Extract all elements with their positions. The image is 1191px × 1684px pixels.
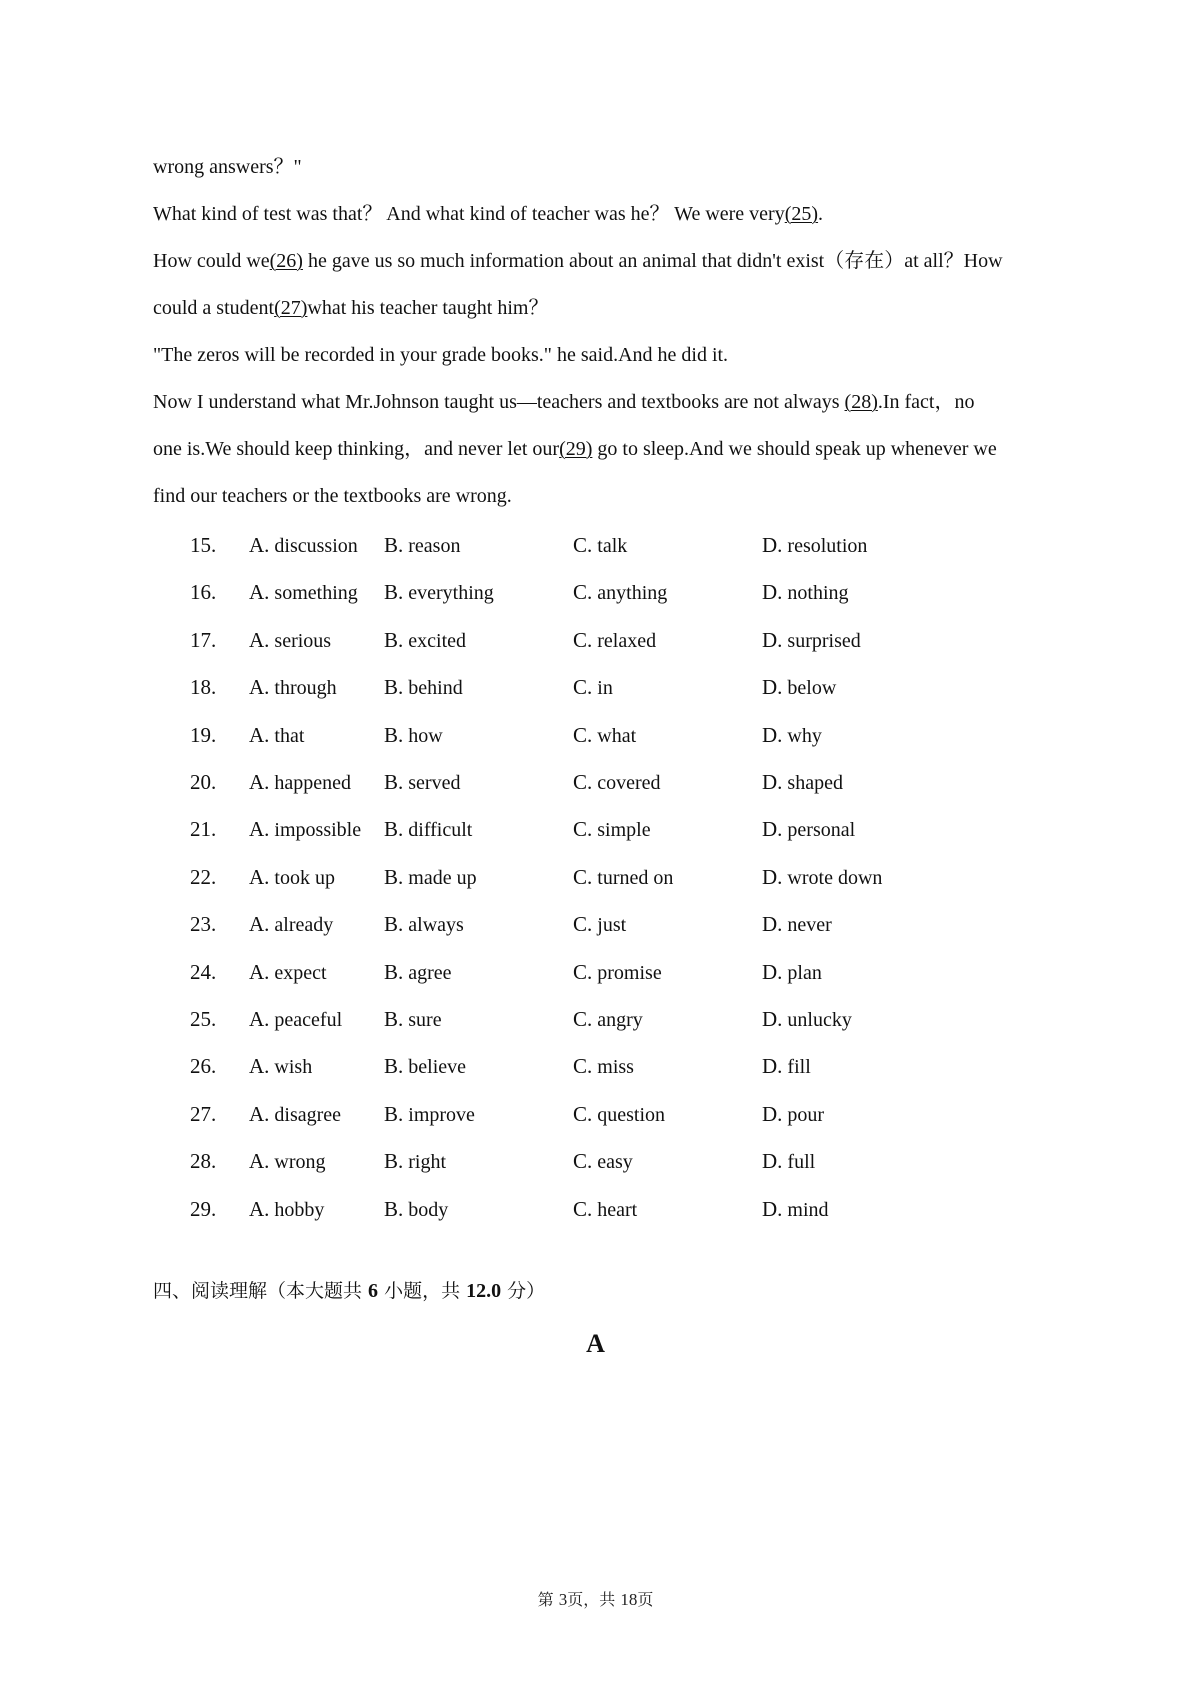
option-text: just xyxy=(592,914,627,936)
option-text: always xyxy=(403,914,464,936)
option-letter: A. xyxy=(249,580,270,604)
option-text: how xyxy=(403,725,443,747)
option-b[interactable] xyxy=(384,1100,475,1129)
question-row xyxy=(0,863,1191,891)
option-b[interactable] xyxy=(384,768,460,797)
option-d[interactable] xyxy=(762,958,822,987)
question-row xyxy=(0,721,1191,749)
option-text: promise xyxy=(592,962,662,984)
option-letter: C. xyxy=(573,675,593,699)
question-row xyxy=(0,910,1191,938)
option-c[interactable] xyxy=(573,1195,637,1224)
option-text: body xyxy=(403,1199,449,1221)
option-letter: D. xyxy=(762,723,783,747)
option-letter: A. xyxy=(249,960,270,984)
option-letter: B. xyxy=(384,675,404,699)
option-text: angry xyxy=(592,1009,643,1031)
option-text: nothing xyxy=(782,582,849,604)
option-d[interactable] xyxy=(762,1052,811,1081)
option-letter: B. xyxy=(384,1149,404,1173)
option-text: mind xyxy=(782,1199,829,1221)
option-letter: C. xyxy=(573,580,593,604)
option-text: difficult xyxy=(403,819,473,841)
option-text: hobby xyxy=(269,1199,325,1221)
option-a[interactable] xyxy=(249,768,351,797)
question-number: 22. xyxy=(190,865,217,889)
passage-text: go to sleep.And we should speak up whenever we xyxy=(592,438,997,460)
option-text: easy xyxy=(592,1151,633,1173)
option-text: agree xyxy=(403,962,452,984)
option-text: discussion xyxy=(269,535,358,557)
question-number: 23. xyxy=(190,912,217,936)
question-row xyxy=(0,768,1191,796)
option-letter: C. xyxy=(573,1054,593,1078)
question-number: 29. xyxy=(190,1197,217,1221)
question-number: 15. xyxy=(190,533,217,557)
option-d[interactable] xyxy=(762,626,861,655)
option-d[interactable] xyxy=(762,673,836,702)
option-d[interactable] xyxy=(762,531,867,560)
option-letter: B. xyxy=(384,865,404,889)
passage-text: How could we xyxy=(153,250,270,272)
question-row xyxy=(0,1005,1191,1033)
option-letter: A. xyxy=(249,1102,270,1126)
question-number: 19. xyxy=(190,723,217,747)
question-number: 24. xyxy=(190,960,217,984)
option-letter: A. xyxy=(249,912,270,936)
passage-text: what his teacher taught him？ xyxy=(307,297,549,319)
option-a[interactable] xyxy=(249,626,331,655)
option-b[interactable] xyxy=(384,910,464,939)
question-number: 25. xyxy=(190,1007,217,1031)
option-text: reason xyxy=(403,535,461,557)
option-c[interactable] xyxy=(573,1005,643,1034)
option-letter: C. xyxy=(573,1102,593,1126)
blank-number: (25) xyxy=(784,203,819,225)
option-text: everything xyxy=(403,582,494,604)
option-d[interactable] xyxy=(762,1147,815,1176)
option-text: expect xyxy=(269,962,327,984)
option-letter: A. xyxy=(249,817,270,841)
option-letter: A. xyxy=(249,1007,270,1031)
option-c[interactable] xyxy=(573,815,651,844)
option-c[interactable] xyxy=(573,863,673,892)
option-text: impossible xyxy=(269,819,362,841)
option-d[interactable] xyxy=(762,863,882,892)
option-b[interactable] xyxy=(384,531,460,560)
passage-line xyxy=(153,202,823,226)
option-text: right xyxy=(403,1151,447,1173)
option-text: relaxed xyxy=(592,630,657,652)
blank-number: (29) xyxy=(559,438,593,460)
option-letter: C. xyxy=(573,628,593,652)
option-a[interactable] xyxy=(249,910,333,939)
option-letter: D. xyxy=(762,770,783,794)
passage-line xyxy=(153,343,728,367)
option-text: that xyxy=(269,725,305,747)
option-a[interactable] xyxy=(249,1052,312,1081)
section-total-score: 12.0 xyxy=(466,1280,502,1302)
option-b[interactable] xyxy=(384,1005,442,1034)
passage-line xyxy=(153,437,997,461)
question-row xyxy=(0,1052,1191,1080)
option-a[interactable] xyxy=(249,721,304,750)
option-b[interactable] xyxy=(384,578,494,607)
option-a[interactable] xyxy=(249,1100,341,1129)
question-row xyxy=(0,531,1191,559)
option-letter: C. xyxy=(573,817,593,841)
option-text: covered xyxy=(592,772,661,794)
option-text: took up xyxy=(269,867,335,889)
option-text: fill xyxy=(782,1056,811,1078)
option-a[interactable] xyxy=(249,1005,342,1034)
passage-line xyxy=(153,296,548,320)
passage-text: he gave us so much information about an animal that didn't exist（存在）at all？How xyxy=(302,250,1003,272)
option-letter: B. xyxy=(384,580,404,604)
option-text: surprised xyxy=(782,630,861,652)
blank-number: (27) xyxy=(274,297,308,319)
option-d[interactable] xyxy=(762,910,832,939)
option-d[interactable] xyxy=(762,815,855,844)
question-number: 26. xyxy=(190,1054,217,1078)
passage-line xyxy=(153,155,302,179)
option-text: improve xyxy=(403,1104,475,1126)
footer-page-prefix: 第 xyxy=(537,1590,559,1609)
option-letter: B. xyxy=(384,1007,404,1031)
passage-text: could a student xyxy=(153,297,275,319)
footer-page-current: 3 xyxy=(558,1590,568,1609)
option-text: behind xyxy=(403,677,463,699)
option-text: personal xyxy=(782,819,856,841)
option-letter: A. xyxy=(249,723,270,747)
question-row xyxy=(0,815,1191,843)
option-d[interactable] xyxy=(762,721,822,750)
question-number: 20. xyxy=(190,770,217,794)
option-text: something xyxy=(269,582,358,604)
option-text: serious xyxy=(269,630,332,652)
option-d[interactable] xyxy=(762,1005,852,1034)
option-letter: B. xyxy=(384,960,404,984)
option-a[interactable] xyxy=(249,815,361,844)
option-letter: C. xyxy=(573,770,593,794)
option-b[interactable] xyxy=(384,721,443,750)
option-letter: B. xyxy=(384,770,404,794)
question-row xyxy=(0,578,1191,606)
option-letter: A. xyxy=(249,675,270,699)
option-b[interactable] xyxy=(384,1195,448,1224)
passage-text: Now I understand what Mr.Johnson taught us—teachers and textbooks are not always xyxy=(153,391,845,413)
option-letter: D. xyxy=(762,675,783,699)
option-letter: C. xyxy=(573,865,593,889)
option-text: excited xyxy=(403,630,467,652)
option-text: peaceful xyxy=(269,1009,343,1031)
option-a[interactable] xyxy=(249,1147,326,1176)
option-text: believe xyxy=(403,1056,467,1078)
option-letter: D. xyxy=(762,1007,783,1031)
option-letter: B. xyxy=(384,628,404,652)
option-text: sure xyxy=(403,1009,442,1031)
option-c[interactable] xyxy=(573,768,661,797)
option-d[interactable] xyxy=(762,1100,824,1129)
page-footer xyxy=(0,1589,1191,1611)
option-text: heart xyxy=(592,1199,638,1221)
option-letter: B. xyxy=(384,533,404,557)
option-letter: C. xyxy=(573,1197,593,1221)
option-letter: D. xyxy=(762,1102,783,1126)
question-number: 17. xyxy=(190,628,217,652)
option-c[interactable] xyxy=(573,1100,665,1129)
option-letter: D. xyxy=(762,628,783,652)
option-b[interactable] xyxy=(384,815,472,844)
option-d[interactable] xyxy=(762,1195,829,1224)
option-text: plan xyxy=(782,962,822,984)
option-c[interactable] xyxy=(573,673,613,702)
option-a[interactable] xyxy=(249,673,337,702)
option-text: disagree xyxy=(269,1104,342,1126)
option-text: why xyxy=(782,725,822,747)
blank-number: (28) xyxy=(844,391,878,413)
option-text: miss xyxy=(592,1056,634,1078)
option-text: shaped xyxy=(782,772,843,794)
option-text: simple xyxy=(592,819,651,841)
option-c[interactable] xyxy=(573,910,626,939)
option-text: full xyxy=(782,1151,816,1173)
option-text: wrong xyxy=(269,1151,326,1173)
section-heading-suffix: 分） xyxy=(501,1280,546,1302)
passage-text: wrong answers？" xyxy=(153,156,302,178)
option-letter: D. xyxy=(762,912,783,936)
option-text: served xyxy=(403,772,461,794)
option-letter: A. xyxy=(249,1054,270,1078)
option-a[interactable] xyxy=(249,863,335,892)
option-text: made up xyxy=(403,867,477,889)
option-b[interactable] xyxy=(384,1147,446,1176)
option-letter: A. xyxy=(249,533,270,557)
passage-line xyxy=(153,390,975,414)
option-text: below xyxy=(782,677,837,699)
option-letter: C. xyxy=(573,723,593,747)
option-text: wrote down xyxy=(782,867,883,889)
passage-text: . xyxy=(818,203,824,225)
option-c[interactable] xyxy=(573,531,627,560)
section-heading xyxy=(153,1278,545,1304)
passage-line xyxy=(153,249,1003,273)
option-text: through xyxy=(269,677,337,699)
footer-page-total: 18 xyxy=(620,1590,638,1609)
option-letter: C. xyxy=(573,960,593,984)
passage-label: A xyxy=(586,1329,605,1358)
blank-number: (26) xyxy=(269,250,303,272)
option-letter: B. xyxy=(384,723,404,747)
option-d[interactable] xyxy=(762,768,843,797)
option-letter: C. xyxy=(573,1007,593,1031)
option-a[interactable] xyxy=(249,1195,324,1224)
option-c[interactable] xyxy=(573,958,662,987)
option-text: unlucky xyxy=(782,1009,852,1031)
option-letter: A. xyxy=(249,865,270,889)
option-letter: D. xyxy=(762,533,783,557)
option-text: talk xyxy=(592,535,628,557)
option-letter: B. xyxy=(384,912,404,936)
section-heading-middle: 小题，共 xyxy=(378,1280,467,1302)
option-text: what xyxy=(592,725,637,747)
option-b[interactable] xyxy=(384,863,477,892)
option-letter: D. xyxy=(762,1149,783,1173)
question-number: 16. xyxy=(190,580,217,604)
question-row xyxy=(0,1147,1191,1175)
question-number: 27. xyxy=(190,1102,217,1126)
option-text: wish xyxy=(269,1056,313,1078)
passage-text: What kind of test was that？ And what kind of teacher was he？ We were very xyxy=(153,203,785,225)
option-a[interactable] xyxy=(249,578,358,607)
question-row xyxy=(0,958,1191,986)
option-c[interactable] xyxy=(573,1052,634,1081)
option-letter: A. xyxy=(249,1197,270,1221)
question-row xyxy=(0,626,1191,654)
option-letter: D. xyxy=(762,865,783,889)
option-letter: A. xyxy=(249,770,270,794)
option-text: happened xyxy=(269,772,352,794)
passage-text: "The zeros will be recorded in your grade books." he said.And he did it. xyxy=(153,344,729,366)
passage-text: one is.We should keep thinking，and never let our xyxy=(153,438,560,460)
option-letter: B. xyxy=(384,1054,404,1078)
option-text: never xyxy=(782,914,832,936)
option-text: question xyxy=(592,1104,666,1126)
option-text: already xyxy=(269,914,334,936)
question-row xyxy=(0,673,1191,701)
option-c[interactable] xyxy=(573,1147,633,1176)
option-letter: C. xyxy=(573,912,593,936)
option-a[interactable] xyxy=(249,958,327,987)
option-b[interactable] xyxy=(384,626,466,655)
option-letter: B. xyxy=(384,1102,404,1126)
option-letter: D. xyxy=(762,1197,783,1221)
passage-text: .In fact，no xyxy=(877,391,975,413)
option-letter: D. xyxy=(762,817,783,841)
question-row xyxy=(0,1195,1191,1223)
option-letter: A. xyxy=(249,628,270,652)
option-letter: C. xyxy=(573,533,593,557)
option-b[interactable] xyxy=(384,1052,466,1081)
option-text: pour xyxy=(782,1104,825,1126)
option-letter: B. xyxy=(384,817,404,841)
option-c[interactable] xyxy=(573,721,636,750)
option-text: turned on xyxy=(592,867,674,889)
option-c[interactable] xyxy=(573,578,667,607)
question-row xyxy=(0,1100,1191,1128)
option-letter: B. xyxy=(384,1197,404,1221)
option-b[interactable] xyxy=(384,673,463,702)
option-b[interactable] xyxy=(384,958,452,987)
option-letter: C. xyxy=(573,1149,593,1173)
passage-line xyxy=(153,484,512,508)
option-a[interactable] xyxy=(249,531,358,560)
option-text: in xyxy=(592,677,613,699)
question-number: 18. xyxy=(190,675,217,699)
option-letter: D. xyxy=(762,1054,783,1078)
section-heading-prefix: 四、阅读理解（本大题共 xyxy=(153,1280,369,1302)
option-d[interactable] xyxy=(762,578,849,607)
option-letter: D. xyxy=(762,580,783,604)
footer-page-mid: 页，共 xyxy=(567,1590,621,1609)
question-number: 21. xyxy=(190,817,217,841)
option-text: resolution xyxy=(782,535,868,557)
passage-text: find our teachers or the textbooks are wrong. xyxy=(153,485,512,507)
option-c[interactable] xyxy=(573,626,656,655)
footer-page-suffix: 页 xyxy=(637,1590,654,1609)
option-letter: A. xyxy=(249,1149,270,1173)
option-text: anything xyxy=(592,582,668,604)
option-letter: D. xyxy=(762,960,783,984)
question-number: 28. xyxy=(190,1149,217,1173)
section-question-count: 6 xyxy=(368,1280,379,1302)
